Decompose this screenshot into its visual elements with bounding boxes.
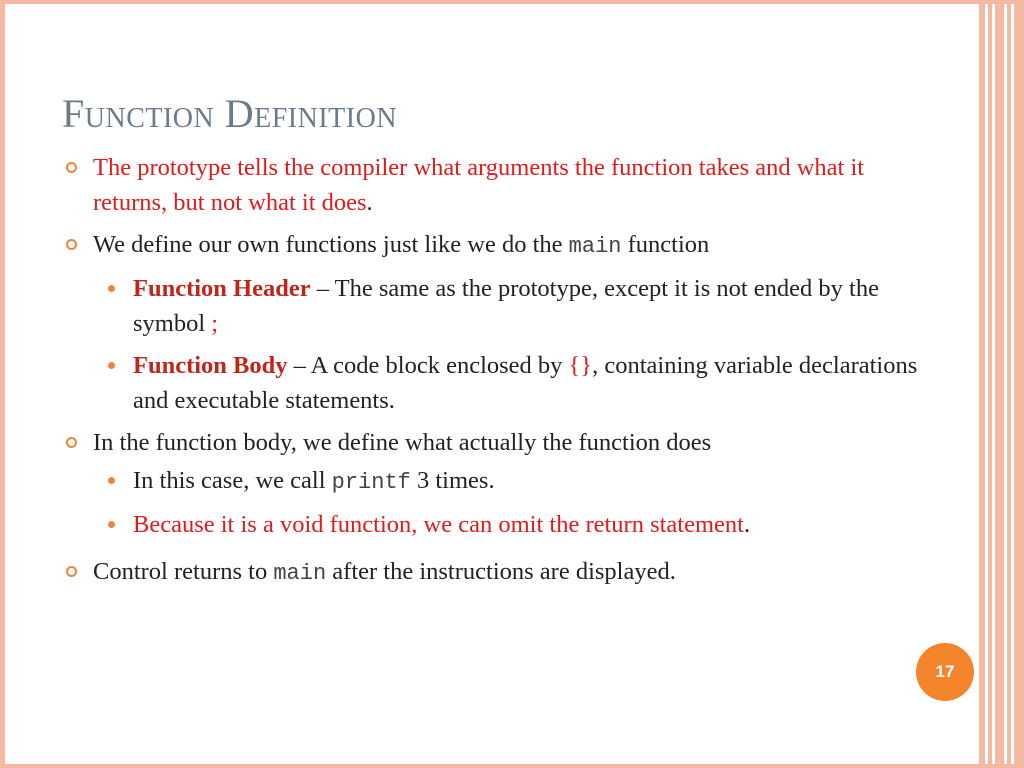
bullet-prototype [66, 150, 936, 220]
dot-bullet-icon [108, 521, 115, 528]
symbol-semicolon: ; [211, 310, 219, 337]
bullet-text-post: function [621, 231, 710, 258]
subbullet-text-post: , containing variable declarations and executable statements. [133, 352, 918, 414]
slide-body [66, 150, 936, 598]
subbullet-text-pre: In this case, we call [133, 467, 332, 494]
bullet-control-returns [66, 554, 936, 591]
frame-bottom-border [0, 764, 1024, 768]
decor-stripe [988, 0, 992, 768]
symbol-braces: {} [568, 352, 593, 379]
code-printf: printf [331, 470, 411, 495]
subbullet-text: Because it is a void function, we can omit the return statement [133, 511, 744, 538]
decor-stripe [979, 0, 985, 768]
bullet-text: The prototype tells the compiler what arguments the function takes and what it returns, but not what it does [93, 154, 865, 216]
subbullet-function-header [108, 271, 936, 341]
bullet-text: In the function body, we define what actually the function does [93, 429, 712, 456]
bullet-function-body [66, 425, 936, 460]
dot-bullet-icon [108, 362, 115, 369]
frame-left-border [0, 0, 5, 768]
code-main: main [273, 561, 327, 586]
bullet-period: . [366, 189, 373, 216]
ring-bullet-icon [66, 437, 77, 448]
dot-bullet-icon [108, 285, 115, 292]
slide-title: Function Definition [62, 91, 398, 136]
bullet-text-pre: We define our own functions just like we do the [93, 231, 569, 258]
bullet-text-pre: Control returns to [93, 558, 274, 585]
subbullet-printf [108, 463, 936, 500]
decor-stripe [995, 0, 1004, 768]
ring-bullet-icon [66, 162, 77, 173]
subbullet-text: – The same as the prototype, except it is not ended by the symbol [133, 275, 879, 337]
term-function-header: Function Header [133, 275, 311, 302]
dot-bullet-icon [108, 477, 115, 484]
decor-stripe [1007, 0, 1011, 768]
bullet-text-post: after the instructions are displayed. [326, 558, 676, 585]
subbullet-period: . [743, 511, 751, 538]
bullet-define-functions [66, 227, 936, 264]
decor-stripe [1014, 0, 1024, 768]
frame-top-border [0, 0, 1024, 4]
subbullet-void-function [108, 507, 936, 542]
code-main: main [568, 234, 622, 259]
subbullet-text-pre: – A code block enclosed by [287, 352, 569, 379]
subbullet-function-body [108, 348, 936, 418]
ring-bullet-icon [66, 239, 77, 250]
term-function-body: Function Body [133, 352, 288, 379]
subbullet-text-post: 3 times. [410, 467, 495, 494]
page-number-badge: 17 [916, 643, 974, 701]
ring-bullet-icon [66, 566, 77, 577]
